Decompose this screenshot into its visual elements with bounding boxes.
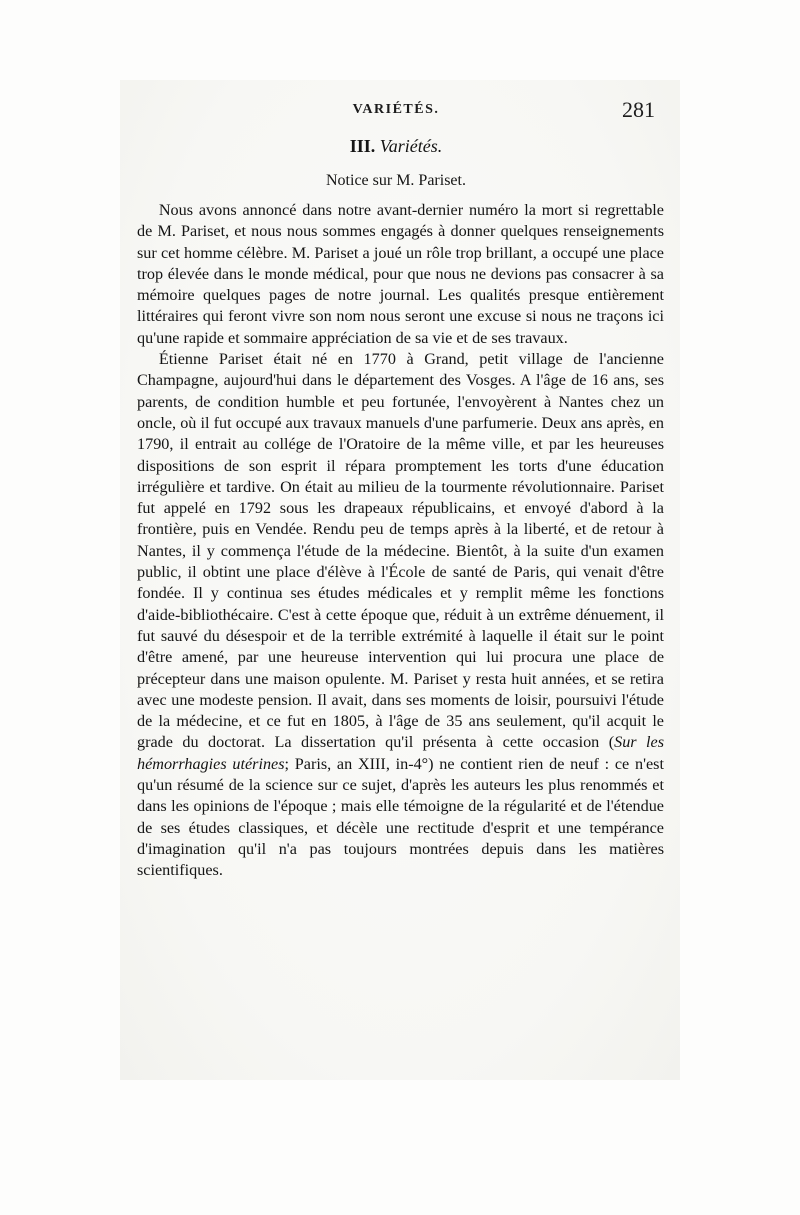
notice-title: Notice sur M. Pariset. (326, 172, 466, 189)
running-header (137, 97, 655, 126)
paragraph-text-after: ; Paris, an XIII, in-4°) ne contient rien de neuf : ce n'est qu'un résumé de la science sur ce sujet, d'après les auteurs les plus renommés et dans les opinions de l'époque ; mais elle témoigne de la régularité et de l'étendue de ses études classiques, et décèle une rectitude d'esprit et une tempérance d'imagination qu'il n'a pas toujours montrées depuis dans les matières scientifiques. (137, 754, 664, 880)
section-number: III. (349, 136, 376, 156)
dissertation-title: Sur les hémorrhagies utérines (137, 733, 664, 773)
running-title: VARIÉTÉS. (352, 102, 440, 117)
paragraph-intro: Nous avons annoncé dans notre avant-dernier numéro la mort si regrettable de M. Pariset, et nous nous sommes engagés à donner quelques renseignements sur cet homme célèbre. M. Pariset a joué un rôle trop brillant, a occupé une place trop élevée dans le monde médical, pour que nous ne devions pas consacrer à sa mémoire quelques pages de notre journal. Les qualités presque entièrement littéraires qui feront vivre son nom nous seront une excuse si nous ne traçons ici qu'une rapide et sommaire appréciation de sa vie et de ses travaux. (137, 201, 664, 347)
section-heading (137, 136, 655, 157)
page-number: 281 (622, 97, 655, 122)
paragraph-biography (137, 349, 664, 881)
section-title: Variétés. (379, 136, 443, 156)
paragraph-text-before: Étienne Pariset était né en 1770 à Grand, petit village de l'ancienne Champagne, aujourd'hui dans le département des Vosges. A l'âge de 16 ans, ses parents, de condition humble et peu fortunée, l'envoyèrent à Nantes chez un oncle, où il fut occupé aux travaux manuels d'une parfumerie. Deux ans après, en 1790, il entrait au collége de l'Oratoire de la même ville, et par les heureuses dispositions de son esprit il répara promptement les torts d'une éducation irrégulière et tardive. On était au milieu de la tourmente révolutionnaire. Pariset fut appelé en 1792 sous les drapeaux républicains, et envoyé d'abord à la frontière, puis en Vendée. Rendu peu de temps après à la liberté, et de retour à Nantes, il y commença l'étude de la médecine. Bientôt, à la suite d'un examen public, il obtint une place d'élève à l'École de santé de Paris, qui venait d'être fondée. Il y continua ses études médicales et y remplit même les fonctions d'aide-bibliothécaire. C'est à cette époque que, réduit à un extrême dénuement, il fut sauvé du désespoir et de la terrible extrémité à laquelle il était sur le point d'être amené, par une heureuse intervention qui lui procura une place de précepteur dans une maison opulente. M. Pariset y resta huit années, et se retira avec une modeste pension. Il avait, dans ses moments de loisir, poursuivi l'étude de la médecine, et ce fut en 1805, à l'âge de 35 ans seulement, qu'il acquit le grade du doctorat. La dissertation qu'il présenta à cette occasion ( (137, 350, 664, 752)
article-body (137, 200, 664, 882)
